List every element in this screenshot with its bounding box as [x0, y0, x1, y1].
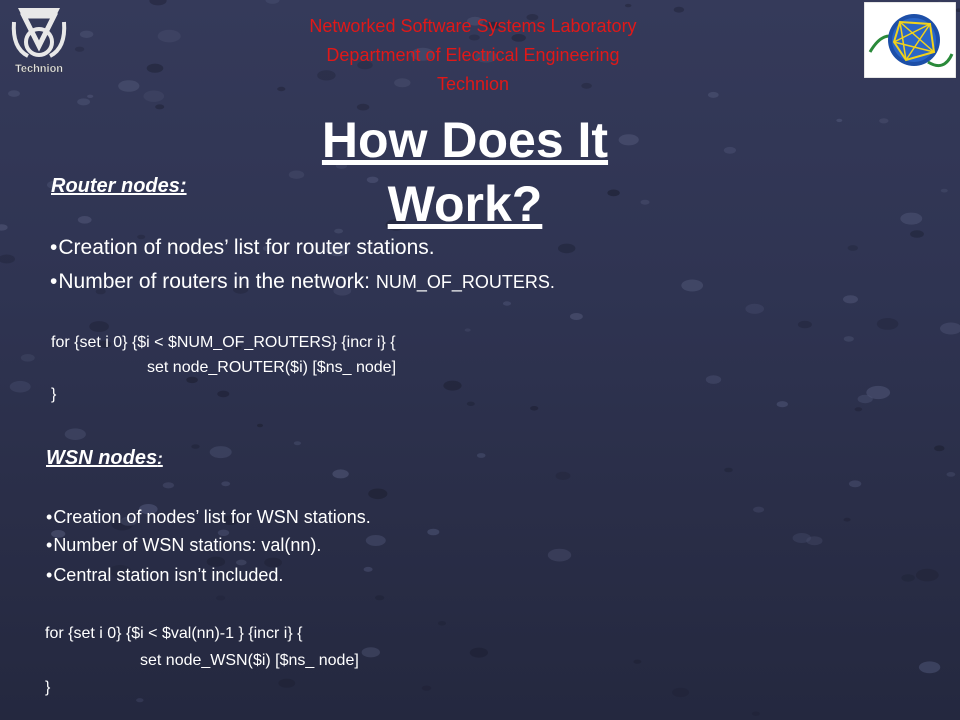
bullet-dot: • — [46, 535, 53, 555]
background-dot — [427, 529, 439, 536]
background-dot — [265, 0, 279, 4]
background-dot — [934, 445, 944, 451]
background-dot — [879, 118, 888, 123]
bullet-dot: • — [50, 270, 58, 293]
wsn-heading-colon: : — [157, 449, 163, 468]
background-dot — [530, 406, 538, 411]
bullet-dot: • — [46, 565, 53, 585]
background-dot — [375, 595, 384, 600]
background-dot — [848, 245, 858, 251]
background-dot — [257, 424, 263, 427]
background-dot — [706, 375, 721, 384]
slide-title-line-1: How Does It — [321, 112, 609, 168]
background-dot — [147, 64, 164, 73]
background-dot — [191, 444, 199, 448]
background-dot — [877, 318, 899, 330]
background-dot — [836, 119, 842, 122]
background-dot — [332, 469, 348, 478]
wsn-bullet-1-text: Creation of nodes’ list for WSN stations. — [53, 507, 371, 527]
background-dot — [910, 230, 924, 238]
background-dot — [625, 4, 631, 7]
background-dot — [136, 698, 143, 702]
background-dot — [87, 95, 93, 98]
background-dot — [210, 446, 232, 458]
wsn-bullet-3-text: Central station isn’t included. — [53, 565, 284, 585]
background-dot — [777, 401, 788, 407]
background-dot — [364, 567, 373, 572]
background-dot — [10, 381, 31, 393]
background-dot — [438, 621, 446, 625]
background-dot — [443, 381, 461, 391]
background-dot — [955, 8, 960, 12]
background-dot — [941, 189, 948, 193]
background-dot — [916, 569, 939, 582]
wsn-heading — [46, 447, 163, 470]
background-dot — [80, 31, 93, 38]
background-dot — [919, 661, 940, 673]
background-dot — [144, 91, 165, 102]
background-dot — [844, 336, 854, 342]
background-dot — [368, 489, 387, 500]
background-dot — [89, 321, 109, 332]
background-dot — [467, 402, 475, 406]
bullet-dot: • — [50, 236, 58, 259]
router-heading: Router nodes: — [51, 175, 187, 197]
background-dot — [186, 377, 198, 383]
background-dot — [503, 301, 511, 305]
background-dot — [362, 647, 380, 657]
background-dot — [65, 428, 86, 440]
header-lab-name: Networked Software Systems Laboratory — [309, 16, 637, 36]
background-dot — [940, 323, 960, 335]
wsn-code-line-1: for {set i 0} {$i < $val(nn)-1 } {incr i} { — [45, 625, 303, 642]
background-dot — [0, 224, 8, 230]
background-dot — [118, 80, 139, 92]
router-bullet-2 — [50, 270, 555, 294]
technion-logo — [2, 2, 76, 76]
background-dot — [745, 304, 764, 314]
background-dot — [477, 453, 486, 458]
background-dot — [672, 688, 689, 697]
router-bullet-1-text: Creation of nodes’ list for router stations. — [58, 236, 435, 259]
wsn-code-line-3: } — [45, 679, 51, 696]
background-dot — [844, 518, 851, 522]
background-dot — [155, 104, 164, 109]
background-dot — [849, 480, 861, 487]
background-dot — [947, 472, 956, 477]
background-dot — [21, 354, 35, 362]
background-dot — [558, 244, 575, 254]
slide-title-line-2: Work? — [387, 176, 543, 232]
background-dot — [570, 313, 583, 320]
background-dot — [78, 216, 92, 224]
background-dot — [843, 295, 858, 303]
background-dot — [752, 712, 760, 716]
background-dot — [793, 533, 811, 543]
background-dot — [901, 574, 914, 581]
background-dot — [855, 407, 863, 411]
background-dot — [858, 395, 873, 403]
wsn-code-line-2: set node_WSN($i) [$ns_ node] — [140, 652, 359, 669]
background-dot — [422, 686, 431, 691]
router-bullet-2-text: Number of routers in the network: — [58, 270, 376, 293]
background-dot — [724, 147, 736, 154]
background-dot — [724, 468, 732, 473]
background-dot — [278, 679, 295, 688]
lab-logo — [864, 2, 956, 78]
wsn-bullet-1 — [46, 507, 371, 528]
background-dot — [753, 507, 764, 513]
router-code-line-2: set node_ROUTER($i) [$ns_ node] — [147, 359, 397, 376]
background-dot — [634, 660, 642, 664]
router-code-line-1: for {set i 0} {$i < $NUM_OF_ROUTERS} {incr i} { — [51, 334, 396, 351]
router-code-line-3: } — [51, 386, 57, 403]
bullet-dot: • — [46, 507, 53, 527]
background-dot — [75, 47, 84, 52]
slide-title — [250, 108, 680, 236]
background-dot — [221, 481, 230, 486]
wsn-heading-text: WSN nodes — [46, 447, 158, 469]
background-dot — [366, 535, 386, 546]
background-dot — [216, 596, 225, 601]
background-dot — [163, 482, 174, 488]
wsn-bullet-2-text: Number of WSN stations: val(nn). — [53, 535, 322, 555]
technion-logo-text: Technion — [14, 63, 64, 75]
background-dot — [556, 472, 571, 480]
background-dot — [548, 549, 571, 562]
header-institution: Technion — [436, 74, 510, 94]
background-dot — [465, 328, 471, 331]
background-dot — [77, 98, 90, 105]
background-dot — [798, 321, 812, 329]
background-dot — [470, 648, 488, 658]
background-dot — [681, 280, 703, 292]
router-count-variable: NUM_OF_ROUTERS. — [375, 272, 555, 292]
router-bullet-1 — [50, 236, 435, 260]
header-department: Department of Electrical Engineering — [326, 45, 620, 65]
background-dot — [900, 213, 922, 225]
background-dot — [158, 30, 181, 43]
background-dot — [294, 441, 301, 445]
wsn-bullet-2 — [46, 535, 321, 556]
background-dot — [0, 255, 15, 264]
header — [228, 12, 718, 99]
background-dot — [217, 391, 229, 398]
wsn-bullet-3 — [46, 565, 283, 586]
background-dot — [8, 90, 20, 97]
background-dot — [149, 0, 166, 5]
